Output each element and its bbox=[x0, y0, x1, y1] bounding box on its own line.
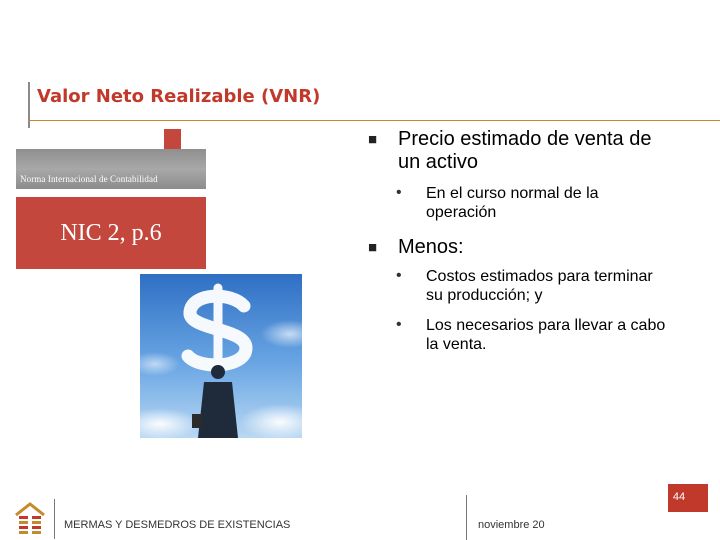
footer-divider-right bbox=[466, 495, 467, 540]
nic-label: NIC 2, p.6 bbox=[60, 220, 162, 246]
footer-title: MERMAS Y DESMEDROS DE EXISTENCIAS bbox=[64, 519, 291, 531]
bullet-text: Menos: bbox=[398, 236, 464, 258]
dot-bullet-icon: • bbox=[396, 316, 402, 333]
sub-bullet-text: En el curso normal de la operación bbox=[426, 185, 599, 221]
dot-bullet-icon: • bbox=[396, 184, 402, 201]
nic-top-red-bar bbox=[164, 129, 181, 149]
square-bullet-icon: ■ bbox=[368, 239, 378, 256]
title-underline bbox=[28, 120, 720, 121]
building-logo-icon bbox=[14, 501, 46, 535]
footer-divider-left bbox=[54, 499, 55, 539]
page-number: 44 bbox=[672, 491, 686, 503]
sub-bullet-text: Costos estimados para terminar su producción; y bbox=[426, 268, 653, 304]
nic-band-text: Norma Internacional de Contabilidad bbox=[20, 174, 158, 184]
dollar-cloud-photo bbox=[140, 274, 302, 438]
sub-bullet-text: Los necesarios para llevar a cabo la venta. bbox=[426, 317, 666, 353]
footer-date: noviembre 20 bbox=[478, 519, 545, 531]
title-divider-vertical bbox=[28, 82, 30, 128]
slide-title: Valor Neto Realizable (VNR) bbox=[37, 86, 321, 107]
bullet-text: Precio estimado de venta de un activo bbox=[398, 128, 652, 173]
dollar-cloud-businessman-icon bbox=[140, 274, 302, 438]
square-bullet-icon: ■ bbox=[368, 131, 378, 148]
dot-bullet-icon: • bbox=[396, 267, 402, 284]
